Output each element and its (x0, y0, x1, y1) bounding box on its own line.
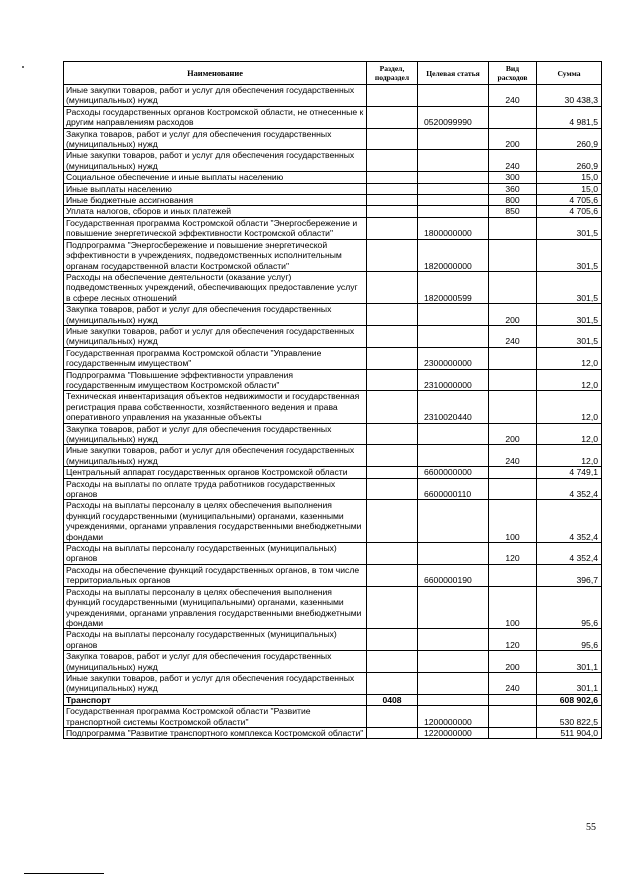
cell-sum: 608 902,6 (537, 694, 602, 705)
table-row (64, 128, 602, 150)
cell-section (367, 500, 418, 543)
cell-target (418, 195, 489, 206)
cell-sum: 15,0 (537, 172, 602, 183)
cell-sum: 301,5 (537, 325, 602, 347)
cell-section (367, 239, 418, 271)
cell-kind (489, 467, 537, 478)
cell-target (418, 629, 489, 651)
cell-target: 2310020440 (418, 391, 489, 423)
column-header-section: Раздел, подраздел (367, 62, 418, 85)
cell-target (418, 206, 489, 217)
cell-sum: 12,0 (537, 445, 602, 467)
cell-kind (489, 239, 537, 271)
cell-sum: 4 352,4 (537, 478, 602, 500)
cell-name: Подпрограмма "Повышение эффективности управления государственным имуществом Костромской области" (64, 369, 367, 391)
cell-section (367, 629, 418, 651)
cell-target (418, 694, 489, 705)
table-row (64, 347, 602, 369)
cell-kind: 200 (489, 304, 537, 326)
cell-name: Расходы на выплаты по оплате труда работников государственных органов (64, 478, 367, 500)
cell-sum: 4 352,4 (537, 543, 602, 565)
table-row (64, 183, 602, 194)
cell-kind: 120 (489, 629, 537, 651)
table-row (64, 500, 602, 543)
cell-target (418, 672, 489, 694)
cell-target: 2310000000 (418, 369, 489, 391)
cell-section (367, 478, 418, 500)
cell-target: 6600000000 (418, 467, 489, 478)
cell-kind: 240 (489, 672, 537, 694)
cell-section (367, 369, 418, 391)
table-row (64, 150, 602, 172)
cell-kind (489, 217, 537, 239)
cell-target (418, 445, 489, 467)
cell-sum: 260,9 (537, 128, 602, 150)
cell-kind: 100 (489, 586, 537, 629)
cell-name: Расходы на выплаты персоналу в целях обеспечения выполнения функций государственными (муниципальными) органами, казенными учреждениями, органами управления государственными внебюджетными фондами (64, 586, 367, 629)
cell-name: Государственная программа Костромской области "Управление государственным имуществом" (64, 347, 367, 369)
table-row (64, 706, 602, 728)
cell-sum: 4 352,4 (537, 500, 602, 543)
cell-section (367, 195, 418, 206)
table-row (64, 217, 602, 239)
cell-name: Расходы на выплаты персоналу государственных (муниципальных) органов (64, 543, 367, 565)
cell-target (418, 500, 489, 543)
cell-sum: 301,5 (537, 217, 602, 239)
column-header-target: Целевая статья (418, 62, 489, 85)
table-row (64, 543, 602, 565)
table-row (64, 206, 602, 217)
table-body (64, 85, 602, 739)
cell-sum: 260,9 (537, 150, 602, 172)
cell-kind: 240 (489, 85, 537, 107)
cell-name: Техническая инвентаризация объектов недвижимости и государственная регистрация права собственности, хозяйственного ведения и права оперативного управления на указанные объекты (64, 391, 367, 423)
cell-kind: 850 (489, 206, 537, 217)
cell-section (367, 347, 418, 369)
table-row (64, 391, 602, 423)
cell-kind (489, 391, 537, 423)
cell-target (418, 304, 489, 326)
cell-name: Социальное обеспечение и иные выплаты населению (64, 172, 367, 183)
cell-name: Закупка товаров, работ и услуг для обеспечения государственных (муниципальных) нужд (64, 423, 367, 445)
cell-target (418, 150, 489, 172)
cell-name: Иные закупки товаров, работ и услуг для обеспечения государственных (муниципальных) нужд (64, 672, 367, 694)
cell-sum: 301,5 (537, 239, 602, 271)
cell-section: 0408 (367, 694, 418, 705)
cell-name: Закупка товаров, работ и услуг для обеспечения государственных (муниципальных) нужд (64, 128, 367, 150)
column-header-sum: Сумма (537, 62, 602, 85)
cell-name: Расходы на выплаты персоналу государственных (муниципальных) органов (64, 629, 367, 651)
cell-sum: 301,5 (537, 271, 602, 303)
cell-sum: 4 705,6 (537, 206, 602, 217)
cell-section (367, 217, 418, 239)
cell-target: 6600000190 (418, 564, 489, 586)
cell-section (367, 564, 418, 586)
cell-kind (489, 706, 537, 728)
footer-divider (24, 873, 104, 874)
cell-sum: 301,5 (537, 304, 602, 326)
cell-target (418, 85, 489, 107)
table-row (64, 445, 602, 467)
cell-section (367, 467, 418, 478)
cell-section (367, 727, 418, 738)
scan-mark (22, 66, 24, 68)
cell-name: Центральный аппарат государственных органов Костромской области (64, 467, 367, 478)
cell-section (367, 183, 418, 194)
table-row (64, 304, 602, 326)
cell-target (418, 128, 489, 150)
cell-kind (489, 369, 537, 391)
cell-sum: 396,7 (537, 564, 602, 586)
cell-section (367, 445, 418, 467)
cell-sum: 12,0 (537, 347, 602, 369)
cell-kind: 100 (489, 500, 537, 543)
cell-kind: 240 (489, 150, 537, 172)
cell-name: Иные выплаты населению (64, 183, 367, 194)
cell-kind (489, 694, 537, 705)
cell-target (418, 325, 489, 347)
cell-sum: 4 981,5 (537, 106, 602, 128)
cell-target (418, 543, 489, 565)
cell-name: Уплата налогов, сборов и иных платежей (64, 206, 367, 217)
cell-target: 0520099990 (418, 106, 489, 128)
cell-section (367, 85, 418, 107)
cell-section (367, 391, 418, 423)
cell-kind: 120 (489, 543, 537, 565)
table-row (64, 85, 602, 107)
table-header-row (64, 62, 602, 85)
table-row (64, 239, 602, 271)
cell-sum: 301,1 (537, 672, 602, 694)
cell-section (367, 325, 418, 347)
table-row (64, 629, 602, 651)
cell-target: 6600000110 (418, 478, 489, 500)
cell-name: Подпрограмма "Энергосбережение и повышение энергетической эффективности в учреждениях, подведомственных исполнительным органам государственной власти Костромской области" (64, 239, 367, 271)
cell-name: Расходы на выплаты персоналу в целях обеспечения выполнения функций государственными (муниципальными) органами, казенными учреждениями, органами управления государственными внебюджетными фондами (64, 500, 367, 543)
table-row (64, 369, 602, 391)
cell-name: Закупка товаров, работ и услуг для обеспечения государственных (муниципальных) нужд (64, 304, 367, 326)
cell-sum: 4 705,6 (537, 195, 602, 206)
cell-kind: 800 (489, 195, 537, 206)
table-row (64, 195, 602, 206)
table-row (64, 586, 602, 629)
budget-table (63, 61, 602, 739)
table-row (64, 564, 602, 586)
cell-name: Государственная программа Костромской области "Развитие транспортной системы Костромской области" (64, 706, 367, 728)
cell-kind: 360 (489, 183, 537, 194)
cell-section (367, 586, 418, 629)
table-row (64, 467, 602, 478)
cell-target (418, 651, 489, 673)
table-row (64, 423, 602, 445)
cell-section (367, 304, 418, 326)
table-row (64, 106, 602, 128)
table-row (64, 651, 602, 673)
table-row (64, 325, 602, 347)
cell-kind: 300 (489, 172, 537, 183)
cell-kind (489, 271, 537, 303)
cell-kind (489, 347, 537, 369)
table-row (64, 694, 602, 705)
cell-target: 1220000000 (418, 727, 489, 738)
cell-section (367, 706, 418, 728)
cell-sum: 301,1 (537, 651, 602, 673)
cell-kind (489, 727, 537, 738)
cell-section (367, 206, 418, 217)
cell-sum: 12,0 (537, 391, 602, 423)
cell-sum: 95,6 (537, 629, 602, 651)
cell-name: Закупка товаров, работ и услуг для обеспечения государственных (муниципальных) нужд (64, 651, 367, 673)
table-row (64, 478, 602, 500)
cell-name: Иные закупки товаров, работ и услуг для обеспечения государственных (муниципальных) нужд (64, 150, 367, 172)
cell-kind (489, 106, 537, 128)
table-row (64, 672, 602, 694)
cell-sum: 95,6 (537, 586, 602, 629)
cell-section (367, 672, 418, 694)
cell-name: Иные закупки товаров, работ и услуг для обеспечения государственных (муниципальных) нужд (64, 325, 367, 347)
table-row (64, 727, 602, 738)
cell-target (418, 586, 489, 629)
cell-name: Расходы государственных органов Костромской области, не отнесенные к другим направлениям расходов (64, 106, 367, 128)
cell-section (367, 172, 418, 183)
cell-sum: 12,0 (537, 369, 602, 391)
cell-name: Транспорт (64, 694, 367, 705)
cell-target (418, 172, 489, 183)
cell-section (367, 128, 418, 150)
cell-name: Расходы на обеспечение деятельности (оказание услуг) подведомственных учреждений, обеспечивающих предоставление услуг в сфере лесных отношений (64, 271, 367, 303)
cell-section (367, 106, 418, 128)
cell-sum: 530 822,5 (537, 706, 602, 728)
cell-name: Государственная программа Костромской области "Энергосбережение и повышение энергетической эффективности Костромской области" (64, 217, 367, 239)
cell-name: Иные закупки товаров, работ и услуг для обеспечения государственных (муниципальных) нужд (64, 85, 367, 107)
table-row (64, 271, 602, 303)
cell-sum: 12,0 (537, 423, 602, 445)
cell-target: 1800000000 (418, 217, 489, 239)
cell-sum: 15,0 (537, 183, 602, 194)
cell-section (367, 423, 418, 445)
cell-target (418, 423, 489, 445)
cell-section (367, 271, 418, 303)
cell-kind (489, 478, 537, 500)
cell-target (418, 183, 489, 194)
cell-name: Иные бюджетные ассигнования (64, 195, 367, 206)
cell-target: 1200000000 (418, 706, 489, 728)
cell-name: Расходы на обеспечение функций государственных органов, в том числе территориальных органов (64, 564, 367, 586)
cell-sum: 30 438,3 (537, 85, 602, 107)
cell-name: Иные закупки товаров, работ и услуг для обеспечения государственных (муниципальных) нужд (64, 445, 367, 467)
cell-kind: 240 (489, 445, 537, 467)
cell-target: 1820000000 (418, 239, 489, 271)
cell-section (367, 651, 418, 673)
cell-target: 2300000000 (418, 347, 489, 369)
column-header-kind: Вид расходов (489, 62, 537, 85)
cell-sum: 511 904,0 (537, 727, 602, 738)
cell-section (367, 543, 418, 565)
page-number: 55 (586, 822, 596, 833)
cell-kind (489, 564, 537, 586)
cell-section (367, 150, 418, 172)
cell-kind: 200 (489, 423, 537, 445)
table-row (64, 172, 602, 183)
cell-target: 1820000599 (418, 271, 489, 303)
cell-kind: 240 (489, 325, 537, 347)
cell-name: Подпрограмма "Развитие транспортного комплекса Костромской области" (64, 727, 367, 738)
column-header-name: Наименование (64, 62, 367, 85)
cell-sum: 4 749,1 (537, 467, 602, 478)
cell-kind: 200 (489, 651, 537, 673)
cell-kind: 200 (489, 128, 537, 150)
